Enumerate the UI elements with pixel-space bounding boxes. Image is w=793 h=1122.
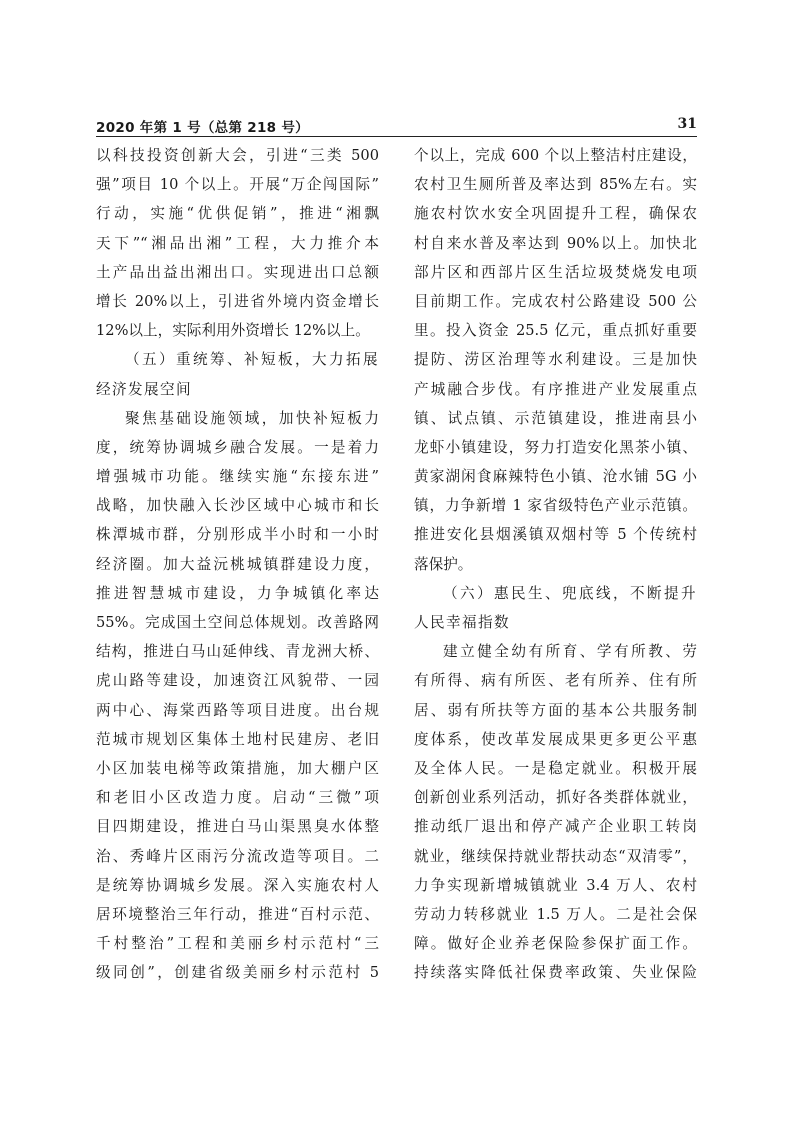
page-header (96, 114, 697, 137)
text-line: 个以上，完成 600 个以上整洁村庄建设， (414, 147, 697, 164)
text-line: 目四期建设，推进白马山渠黑臭水体整 (96, 818, 379, 836)
text-line: 产城融合步伐。有序推进产业发展重点 (414, 380, 697, 398)
text-line: 就业，继续保持就业帮扶动态“双清零”， (414, 847, 697, 865)
text-line: 落保护。 (414, 555, 473, 573)
text-line: 小区加装电梯等政策措施，加大棚户区 (96, 759, 379, 777)
text-line: 障。做好企业养老保险参保扩面工作。 (414, 935, 697, 953)
text-line: 虎山路等建设，加速资江风貌带、一园 (96, 672, 379, 690)
text-line: 12%以上，实际利用外资增长 12%以上。 (96, 322, 370, 340)
text-line: 以科技投资创新大会，引进“三类 500 (96, 147, 379, 164)
text-line: 施农村饮水安全巩固提升工程，确保农 (414, 205, 697, 223)
text-line: 持续落实降低社保费率政策、失业保险 (414, 964, 697, 982)
text-line: 结构，推进白马山延伸线、青龙洲大桥、 (96, 643, 379, 661)
text-line: 增长 20%以上，引进省外境内资金增长 (96, 292, 379, 310)
page-number: 31 (677, 116, 697, 132)
text-line: 度，统筹协调城乡融合发展。一是着力 (96, 438, 379, 456)
right-column (414, 141, 697, 987)
text-line: 强”项目 10 个以上。开展“万企闯国际” (96, 176, 379, 194)
text-line: 部片区和西部片区生活垃圾焚烧发电项 (414, 263, 697, 281)
text-line: 战略，加快融入长沙区域中心城市和长 (96, 497, 379, 515)
text-line: 力争实现新增城镇就业 3.4 万人、农村 (414, 876, 697, 894)
text-line: 聚焦基础设施领域，加快补短板力 (125, 409, 379, 427)
text-line: 范城市规划区集体土地村民建房、老旧 (96, 730, 379, 748)
left-column (96, 141, 379, 987)
section-heading-line: 人民幸福指数 (414, 614, 510, 631)
text-line: 治、秀峰片区雨污分流改造等项目。二 (96, 847, 379, 865)
section-heading-line: 经济发展空间 (96, 380, 192, 398)
issue-label: 2020 年第 1 号（总第 218 号） (96, 120, 309, 136)
text-line: 增强城市功能。继续实施“东接东进” (96, 468, 379, 486)
text-line: 及全体人民。一是稳定就业。积极开展 (414, 759, 697, 777)
text-line: 居环境整治三年行动，推进“百村示范、 (96, 905, 379, 923)
text-line: 创新创业系列活动，抓好各类群体就业， (414, 789, 697, 807)
text-line: 土产品出益出湘出口。实现进出口总额 (96, 263, 379, 281)
text-line: 推动纸厂退出和停产减产企业职工转岗 (414, 818, 697, 836)
text-line: 经济圈。加大益沅桃城镇群建设力度， (96, 555, 379, 573)
text-line: 镇、试点镇、示范镇建设，推进南县小 (414, 409, 697, 427)
text-line: 推进安化县烟溪镇双烟村等 5 个传统村 (414, 526, 697, 544)
text-line: 提防、涝区治理等水利建设。三是加快 (414, 351, 697, 369)
text-line: 村自来水普及率达到 90%以上。加快北 (414, 234, 697, 252)
text-line: 农村卫生厕所普及率达到 85%左右。实 (414, 176, 697, 194)
text-line: 劳动力转移就业 1.5 万人。二是社会保 (414, 905, 697, 923)
text-line: 行动，实施“优供促销”，推进“湘飘 (96, 205, 379, 223)
section-heading-line: （六）惠民生、兜底线，不断提升 (443, 584, 697, 602)
text-line: 推进智慧城市建设，力争城镇化率达 (96, 584, 379, 602)
text-line: 级同创”，创建省级美丽乡村示范村 5 (96, 964, 379, 982)
text-line: 有所得、病有所医、老有所养、住有所 (414, 672, 697, 690)
text-line: 和老旧小区改造力度。启动“三微”项 (96, 789, 379, 807)
section-heading-line: （五）重统筹、补短板，大力拓展 (125, 351, 379, 369)
text-line: 目前期工作。完成农村公路建设 500 公 (414, 292, 697, 310)
text-line: 度体系，使改革发展成果更多更公平惠 (414, 730, 697, 748)
text-line: 龙虾小镇建设，努力打造安化黑茶小镇、 (414, 438, 697, 456)
text-line: 建立健全幼有所育、学有所教、劳 (443, 643, 697, 661)
text-line: 天下”“湘品出湘”工程，大力推介本 (96, 234, 379, 252)
text-line: 是统筹协调城乡发展。深入实施农村人 (96, 876, 379, 894)
text-line: 两中心、海棠西路等项目进度。出台规 (96, 701, 379, 719)
text-line: 千村整治”工程和美丽乡村示范村“三 (96, 935, 379, 953)
text-line: 镇，力争新增 1 家省级特色产业示范镇。 (414, 497, 697, 515)
text-line: 55%。完成国土空间总体规划。改善路网 (96, 614, 379, 631)
text-line: 里。投入资金 25.5 亿元，重点抓好重要 (414, 322, 697, 340)
text-line: 株潭城市群，分别形成半小时和一小时 (96, 526, 379, 544)
text-line: 居、弱有所扶等方面的基本公共服务制 (414, 701, 697, 719)
text-line: 黄家湖闲食麻辣特色小镇、沧水铺 5G 小 (414, 468, 697, 486)
